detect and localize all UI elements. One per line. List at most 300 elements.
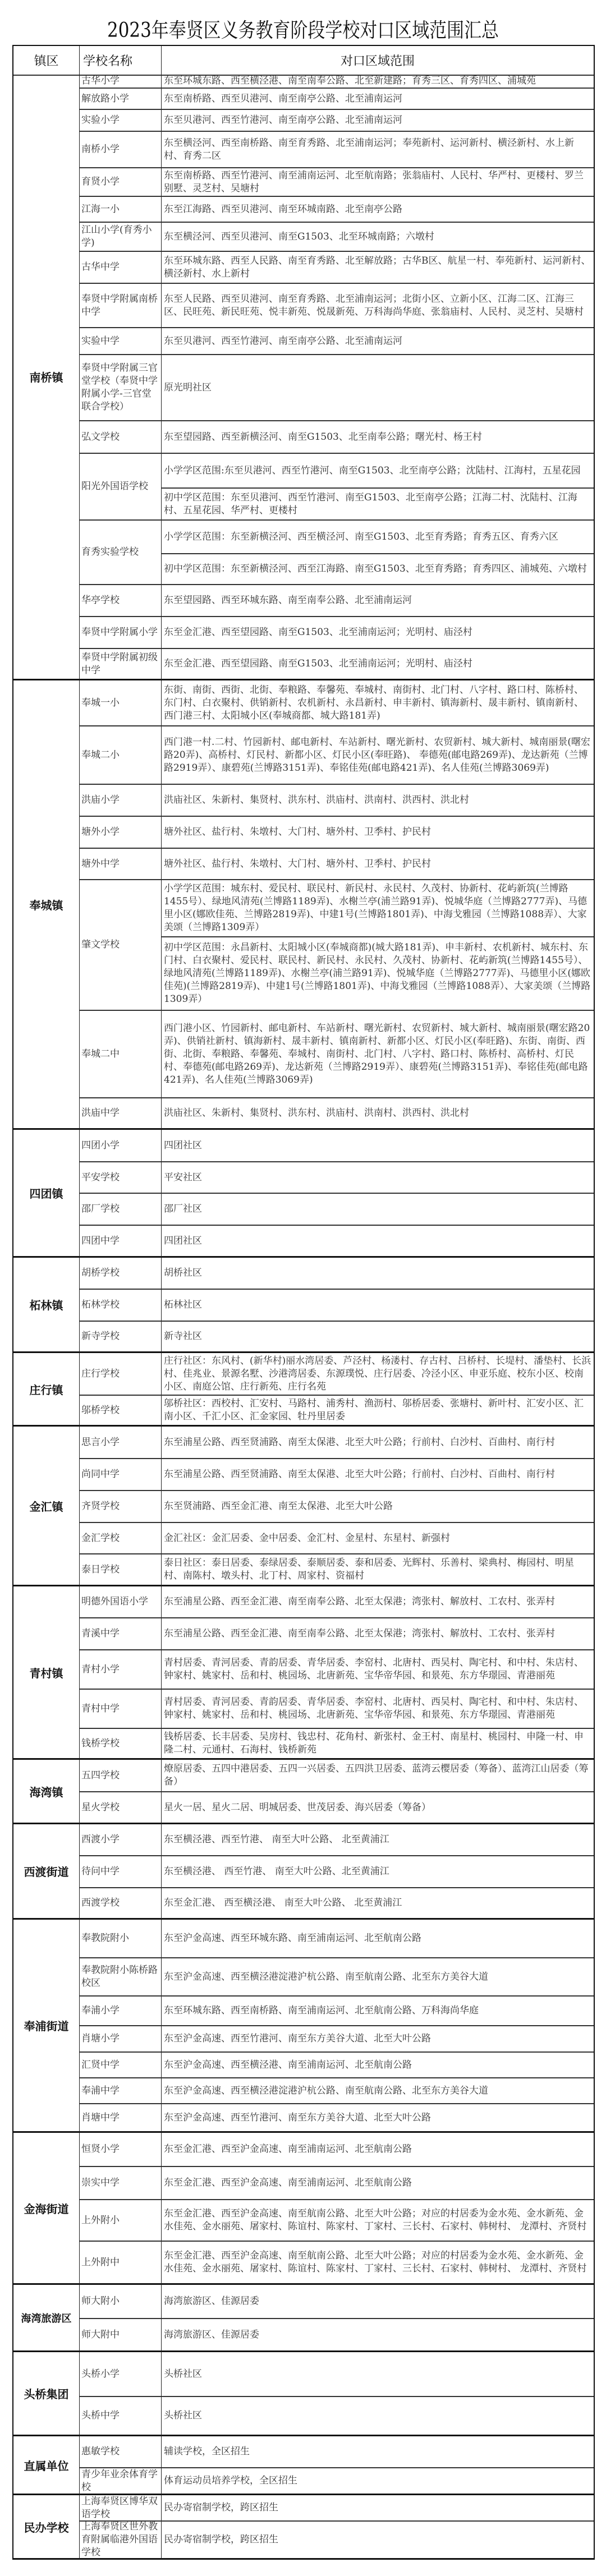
school-name-cell [80, 1396, 162, 1427]
area-cell [162, 680, 594, 726]
school-name-cell [80, 2167, 162, 2200]
school-name-cell-text: 奉教院附小陈桥路校区 [81, 1965, 158, 1989]
area-cell-text: 洪庙社区、朱新村、集贤村、洪东村、洪庙村、洪南村、洪西村、洪北村 [164, 794, 469, 806]
school-name-cell-text: 惠敏学校 [81, 2446, 120, 2457]
school-name-cell-text: 奉贤中学附属小学 [81, 627, 158, 638]
area-cell-text: 邵厂社区 [164, 1203, 202, 1215]
area-cell-text: 柘林社区 [164, 1299, 202, 1310]
school-name-cell [80, 1856, 162, 1888]
district-cell-text: 南桥镇 [29, 371, 63, 384]
school-name-cell [80, 110, 162, 132]
area-cell [162, 2026, 594, 2053]
area-cell [162, 1792, 594, 1824]
district-cell-text: 庄行镇 [29, 1383, 63, 1397]
district-cell [13, 2436, 80, 2495]
area-cell-text: 东至环城东路、西至横泾港、南至南奉公路、北至新建路；育秀三区、育秀四区、浦城苑 [164, 75, 536, 86]
school-name-cell [80, 1760, 162, 1792]
area-cell [162, 1729, 594, 1760]
school-name-cell-text: 上海奉贤区博华双语学校 [81, 2495, 158, 2520]
school-name-cell-text: 新寺学校 [81, 1331, 120, 1342]
area-cell [162, 2436, 594, 2468]
district-cell [13, 2495, 80, 2560]
school-name-cell [80, 1226, 162, 1258]
school-name-cell-text: 西渡小学 [81, 1834, 120, 1845]
area-cell [162, 132, 594, 168]
area-cell-text: 东至浦星公路、西至金汇港、南至南奉公路、北至太保港；湾张村、解放村、工农村、张弄村 [164, 1628, 555, 1639]
school-name-cell [80, 168, 162, 197]
school-name-cell [80, 726, 162, 785]
school-name-cell [80, 1523, 162, 1554]
school-name-cell [80, 2200, 162, 2242]
school-name-cell-text: 弘文学校 [81, 431, 120, 443]
area-cell-text: 东至沪金高速、西至横泾港淀港沪杭公路、南至航南公路、北至东方美谷大道 [164, 1971, 488, 1982]
school-name-cell [80, 1098, 162, 1130]
area-cell [162, 2522, 594, 2560]
area-cell-text: 小学学区范围:东至贝港河、西至竹港河、南至G1503、北至南亭公路；沈陆村、江海村，五星花园 [164, 464, 581, 476]
area-cell [162, 880, 594, 937]
school-name-cell-text: 师大附小 [81, 2296, 120, 2307]
school-name-cell-text: 奉浦小学 [81, 2005, 120, 2016]
area-cell [162, 2285, 594, 2319]
area-cell [162, 421, 594, 454]
school-name-cell [80, 2285, 162, 2319]
area-cell-text: 东至金汇港、西至沪金高速、南至浦南运河、北至航南公路 [164, 2143, 412, 2155]
area-cell [162, 2352, 594, 2397]
school-name-cell [80, 132, 162, 168]
school-name-cell-text: 五四学校 [81, 1769, 120, 1781]
area-cell [162, 1760, 594, 1792]
area-cell-text: 西门港一村.二村、竹园新村、邮电新村、车站新村、曙光新村、农贸新村、城大新村、城南丽景(曙宏路20弄)、高桥村、灯民村、新都小区、灯民小区(奉旺路)、 奉德苑(邮电路269弄)、龙达新苑（兰博路2919弄）、康碧苑(兰博路3151弄)、奉铭佳苑(邮电路421弄)、名人佳苑(兰博路3069弄) [164, 736, 591, 774]
area-cell-text: 东至贝港河、西至竹港河、南至南亭公路、北至浦南运河 [164, 114, 402, 126]
area-cell [162, 2200, 594, 2242]
area-cell-text: 初中学区范围：东至新横泾河、西至江海路、南至G1503、北至育秀路；育秀四区、浦城苑、六墩村 [164, 563, 587, 574]
area-cell [162, 785, 594, 817]
area-cell [162, 1427, 594, 1459]
school-name-cell [80, 1011, 162, 1098]
school-name-cell-text: 四团小学 [81, 1139, 120, 1151]
district-cell [13, 75, 80, 680]
school-name-cell [80, 521, 162, 585]
district-cell-text: 金海街道 [24, 2202, 69, 2216]
school-name-cell [80, 1162, 162, 1194]
school-name-cell-text: 头桥小学 [81, 2368, 120, 2380]
area-cell-text: 东至横泾河、西至南桥路、南至育秀路、北至浦南运河；奉苑新村、运河新村、横泾新村、水上新村、育秀二区 [164, 137, 574, 162]
area-cell-text: 东至沪金高速、西至横泾港、南至浦南运河、北至航南公路 [164, 2059, 412, 2071]
school-name-cell-text: 柘林学校 [81, 1299, 120, 1310]
school-name-cell-text: 江海一小 [81, 203, 120, 215]
area-cell [162, 75, 594, 89]
area-cell-text: 东至环城东路、西至南桥路、南至浦南运河、北至航南公路、万科海尚华庭 [164, 2005, 479, 2016]
area-cell [162, 1491, 594, 1523]
area-cell [162, 489, 594, 521]
school-name-cell-text: 平安学校 [81, 1171, 120, 1183]
school-name-cell-text: 奉贤中学附属三官堂学校（奉贤中学附属小学-三官堂联合学校） [81, 362, 158, 412]
school-name-cell [80, 223, 162, 252]
area-cell-text: 辅读学校，全区招生 [164, 2446, 250, 2457]
area-cell [162, 252, 594, 284]
area-cell-text: 东至横泾河、西至贝港河、南至G1503、北至环城南路；六墩村 [164, 231, 434, 242]
area-cell-text: 东至金汇港、西至沪金高速、南至浦南运河、北至航南公路 [164, 2177, 412, 2188]
area-cell [162, 554, 594, 585]
school-name-cell [80, 2468, 162, 2495]
district-cell-text: 头桥集团 [24, 2388, 69, 2401]
area-cell-text: 新寺社区 [164, 1331, 202, 1342]
area-cell [162, 1130, 594, 1162]
school-name-cell-text: 古华中学 [81, 261, 120, 273]
header-school [80, 46, 162, 76]
school-name-cell-text: 崇实中学 [81, 2177, 120, 2188]
school-name-cell [80, 2053, 162, 2078]
school-name-cell-text: 塘外中学 [81, 858, 120, 870]
district-cell [13, 1760, 80, 1824]
school-name-cell-text: 金汇学校 [81, 1532, 120, 1544]
school-name-cell-text: 思言小学 [81, 1436, 120, 1448]
area-cell-text: 青村居委、青河居委、青韵居委、青华居委、李窑村、北唐村、西吴村、陶宅村、和中村、朱店村、钟家村、姚家村、岳和村、桃园场、北唐新苑、宝华帝华园、和景苑、东方华璟园、青港丽苑 [164, 1696, 584, 1721]
area-cell-text: 东至金汇港、西至望园路、南至G1503、北至浦南运河；光明村、庙泾村 [164, 627, 472, 638]
district-cell-text: 奉城镇 [29, 898, 63, 912]
area-cell-text: 东至南桥路、西至贝港河、南至南亭公路、北至浦南运河 [164, 93, 402, 104]
area-cell-text: 东至横泾港、 西至竹港、 南至大叶公路、北至黄浦江 [164, 1866, 389, 1877]
area-cell [162, 649, 594, 680]
area-cell-text: 胡桥社区 [164, 1267, 202, 1278]
area-cell [162, 585, 594, 617]
district-cell [13, 1427, 80, 1586]
school-name-cell [80, 2495, 162, 2522]
area-cell [162, 1618, 594, 1650]
area-cell-text: 青村居委、青河居委、青韵居委、青华居委、李窑村、北唐村、西吴村、陶宅村、和中村、朱店村、钟家村、姚家村、岳和村、桃园场、北唐新苑、宝华帝华园、和景苑、东方华璟园、青港丽苑 [164, 1657, 584, 1681]
school-name-cell [80, 2352, 162, 2397]
school-name-cell-text: 实验中学 [81, 335, 120, 347]
school-name-cell [80, 2397, 162, 2436]
area-cell-text: 东至江海路、西至贝港河、南至环城南路、北至南亭公路 [164, 203, 402, 215]
school-name-cell [80, 1322, 162, 1353]
area-cell-text: 钱桥居委、长丰居委、吴房村、钱忠村、花角村、新张村、金王村、南星村、桃园村、申隆一村、申隆二村、元通村、石海村、钱桥新苑 [164, 1731, 584, 1755]
school-name-cell-text: 西渡学校 [81, 1897, 120, 1908]
school-name-cell [80, 284, 162, 328]
area-cell [162, 1258, 594, 1290]
district-cell [13, 1258, 80, 1353]
area-cell-text: 泰日社区：泰日居委、泰绿居委、泰顺居委、泰和居委、光辉村、乐善村、梁典村、梅园村、明星村、南陈村、墩头村、北丁村、周家村、资福村 [164, 1557, 574, 1581]
area-cell-text: 东街、南街、西街、北街、奉粮路、奉馨苑、奉城村、南街村、北门村、八字村、路口村、陈桥村、东门村、白衣聚村、供销新村、农机新村、永昌新村、申丰新村、镇海新村、晟丰新村、镇南新村、西门港三村、太阳城小区(奉城商都、城大路181弄) [164, 684, 584, 721]
area-cell [162, 1824, 594, 1856]
area-cell [162, 1226, 594, 1258]
school-name-cell-text: 青村中学 [81, 1703, 120, 1714]
area-cell-text: 四团社区 [164, 1139, 202, 1151]
header-area-label: 对口区域范围 [340, 54, 415, 68]
area-cell [162, 223, 594, 252]
area-cell [162, 1920, 594, 1958]
school-name-cell-text: 青村小学 [81, 1663, 120, 1675]
school-name-cell [80, 2242, 162, 2285]
area-cell-text: 东至沪金高速、西至竹港河、南至东方美谷大道、北至大叶公路 [164, 2112, 431, 2123]
area-cell [162, 937, 594, 1011]
school-name-cell-text: 齐贤学校 [81, 1501, 120, 1512]
school-name-cell-text: 洪庙中学 [81, 1107, 120, 1119]
area-cell [162, 817, 594, 849]
school-name-cell-text: 洪庙小学 [81, 794, 120, 806]
school-name-cell [80, 89, 162, 110]
school-name-cell [80, 1958, 162, 1997]
district-cell [13, 1353, 80, 1427]
area-cell [162, 726, 594, 785]
school-name-cell-text: 上外附小 [81, 2214, 120, 2226]
school-name-cell-text: 明德外国语小学 [81, 1596, 148, 1607]
school-name-cell [80, 454, 162, 521]
school-name-cell [80, 1459, 162, 1491]
area-cell-text: 海湾旅游区、佳源居委 [164, 2329, 259, 2340]
area-cell [162, 617, 594, 649]
school-name-cell-text: 胡桥学校 [81, 1267, 120, 1278]
area-cell [162, 2468, 594, 2495]
header-school-label: 学校名称 [83, 54, 133, 68]
area-cell-text: 东至浦星公路、西至金汇港、南至南奉公路、北至太保港；湾张村、解放村、工农村、张弄村 [164, 1596, 555, 1607]
school-name-cell [80, 1353, 162, 1396]
school-name-cell [80, 2026, 162, 2053]
area-cell [162, 1353, 594, 1396]
school-name-cell-text: 待问中学 [81, 1866, 120, 1877]
area-cell-text: 小学学区范围：东至新横泾河、西至横泾河、南至G1503、北至育秀路；育秀五区、育秀六区 [164, 531, 558, 542]
school-name-cell-text: 南桥小学 [81, 144, 120, 155]
district-cell-text: 四团镇 [29, 1187, 63, 1200]
area-cell-text: 东至沪金高速、西至横泾港淀港沪杭公路、南至航南公路、北至东方美谷大道 [164, 2085, 488, 2096]
school-name-cell [80, 2078, 162, 2104]
school-name-cell [80, 1650, 162, 1690]
area-cell-text: 东至贝港河、西至竹港河、南至南亭公路、北至浦南运河 [164, 335, 402, 347]
school-name-cell [80, 2133, 162, 2167]
area-cell [162, 1098, 594, 1130]
school-name-cell-text: 星火学校 [81, 1801, 120, 1813]
school-name-cell-text: 庄行学校 [81, 1368, 120, 1379]
school-name-cell [80, 1888, 162, 1920]
school-name-cell-text: 肇文学校 [81, 939, 120, 950]
area-cell [162, 2242, 594, 2285]
area-cell [162, 1290, 594, 1322]
area-cell-text: 燎原居委、五四中港居委、五四一兴居委、五四洪卫居委、蓝湾云樱居委（筹备）、蓝湾江山居委（筹备） [164, 1763, 589, 1787]
school-name-cell [80, 880, 162, 1011]
area-cell-text: 东至望园路、西至新横泾河、南至G1503、北至南奉公路；曙光村、杨王村 [164, 431, 482, 443]
school-name-cell-text: 头桥中学 [81, 2410, 120, 2421]
school-name-cell-text: 奉教院附小 [81, 1933, 129, 1944]
area-cell [162, 1690, 594, 1729]
area-cell [162, 284, 594, 328]
school-name-cell-text: 恒贤小学 [81, 2143, 120, 2155]
area-cell [162, 2495, 594, 2522]
school-name-cell-text: 奉贤中学附属南桥中学 [81, 293, 158, 318]
area-cell [162, 197, 594, 223]
school-name-cell-text: 奉城二中 [81, 1048, 120, 1060]
area-cell-text: 东至金汇港、西至沪金高速、南至航南公路、北至大叶公路；对应的村居委为金水苑、金水新苑、金水佳苑、金水丽苑、屠家村、陈谊村、陈家村、丁家村、三长村、石家村、韩树村、 龙潭村、齐贤村 [164, 2250, 587, 2274]
area-cell-text: 洪庙社区、朱新村、集贤村、洪东村、洪庙村、洪南村、洪西村、洪北村 [164, 1107, 469, 1119]
area-cell [162, 1650, 594, 1690]
school-name-cell [80, 1997, 162, 2026]
area-cell [162, 2133, 594, 2167]
area-cell-text: 体育运动员培养学校，全区招生 [164, 2475, 297, 2486]
school-zone-table [12, 45, 595, 2560]
area-cell-text: 四团社区 [164, 1235, 202, 1246]
area-cell-text: 东至金汇港、 西至横泾港、 南至大叶公路、 北至黄浦江 [164, 1897, 402, 1908]
school-name-cell [80, 328, 162, 355]
school-name-cell [80, 1920, 162, 1958]
school-name-cell-text: 奉贤中学附属初级中学 [81, 651, 158, 676]
school-name-cell [80, 849, 162, 880]
area-cell [162, 2104, 594, 2133]
district-cell-text: 西渡街道 [24, 1865, 69, 1879]
area-cell [162, 849, 594, 880]
area-cell [162, 2319, 594, 2352]
area-cell [162, 521, 594, 554]
school-name-cell [80, 1792, 162, 1824]
school-name-cell-text: 育秀实验学校 [81, 546, 139, 558]
header-area [162, 46, 594, 76]
area-cell [162, 89, 594, 110]
district-cell [13, 680, 80, 1130]
school-name-cell-text: 解放路小学 [81, 93, 129, 104]
school-name-cell [80, 1618, 162, 1650]
header-district [13, 46, 80, 76]
area-cell-text: 东至金汇港、西至望园路、南至G1503、北至浦南运河；光明村、庙泾村 [164, 658, 472, 669]
area-cell [162, 2397, 594, 2436]
area-cell [162, 1396, 594, 1427]
area-cell [162, 1194, 594, 1226]
page-title: 2023年奉贤区义务教育阶段学校对口区域范围汇总 [107, 19, 499, 42]
school-name-cell [80, 1130, 162, 1162]
area-cell-text: 东至人民路、西至贝港河、南至育秀路、北至浦南运河；北街小区、立新小区、江海二区、江海三区、民旺苑、新民旺苑、悦丰新苑、悦晟新苑、万科海尚华庭、张翁庙村、人民村、灵芝村、吴塘村 [164, 293, 584, 318]
area-cell-text: 海湾旅游区、佳源居委 [164, 2296, 259, 2307]
school-name-cell-text: 汇贤中学 [81, 2059, 120, 2071]
school-name-cell [80, 1586, 162, 1618]
area-cell-text: 东至横泾港、西至竹港、 南至大叶公路、 北至黄浦江 [164, 1834, 389, 1845]
area-cell [162, 1888, 594, 1920]
school-name-cell [80, 680, 162, 726]
school-name-cell-text: 钱桥学校 [81, 1737, 120, 1749]
school-name-cell [80, 649, 162, 680]
area-cell-text: 邬桥社区：西校村、汇安村、马路村、浦秀村、渔沥村、邬桥居委、张塘村、新叶村、汇安小区、汇南小区、千汇小区、汇金家园、牡丹里居委 [164, 1398, 584, 1422]
district-cell-text: 奉浦街道 [24, 2020, 69, 2033]
area-cell-text: 小学学区范围：城东村、爱民村、联民村、新民村、永民村、久茂村、协新村、花屿新筑(兰博路1455号）、绿地风清苑(兰博路1189弄)、水榭兰亭(浦兰路91弄)、悦城华庭（兰博路2777弄)、马德里小区(娜欧佳苑、兰博路2819弄)、中建1号(兰博路1801弄)、中海戈雅园（兰博路1088弄）、大家美颂（兰博路1309弄） [164, 883, 587, 933]
area-cell [162, 328, 594, 355]
school-name-cell [80, 617, 162, 649]
area-cell-text: 东至浦星公路、西至贤浦路、南至太保港、北至大叶公路；行前村、白沙村、百曲村、南行村 [164, 1469, 555, 1480]
school-name-cell-text: 尚同中学 [81, 1469, 120, 1480]
school-name-cell-text: 肖塘中学 [81, 2112, 120, 2123]
school-name-cell-text: 阳光外国语学校 [81, 481, 148, 492]
area-cell-text: 民办寄宿制学校，跨区招生 [164, 2502, 278, 2513]
area-cell-text: 星火一居、星火二居、明城居委、世茂居委、海兴居委（筹备） [164, 1801, 431, 1813]
area-cell-text: 头桥社区 [164, 2368, 202, 2380]
school-name-cell [80, 1258, 162, 1290]
school-name-cell-text: 江山小学(育秀小学) [81, 224, 152, 249]
school-name-cell [80, 817, 162, 849]
area-cell-text: 金汇社区：金汇居委、金中居委、金汇村、金星村、东星村、新强村 [164, 1532, 450, 1544]
area-cell-text: 东至贤浦路、西至金汇港、南至太保港、北至大叶公路 [164, 1501, 393, 1512]
school-name-cell-text: 上外附中 [81, 2256, 120, 2268]
area-cell-text: 初中学区范围：永昌新村、太阳城小区(奉城商都)(城大路181弄)、申丰新村、农机新村、城东村、东门村、白衣聚村、爱民村、联民村、新民村、永民村、久茂村、协新村、花屿新筑(兰博路1455号）、绿地风清苑(兰博路1189弄)、水榭兰亭(浦兰路91弄)、悦城华庭（兰博路2777弄)、马德里小区(娜欧佳苑)(兰博路2819弄)、中建1号(兰博路1801弄)、中海戈雅园（兰博路1088弄）、大家美颂（兰博路1309弄） [164, 942, 591, 1005]
school-name-cell [80, 1729, 162, 1760]
area-cell [162, 1997, 594, 2026]
area-cell [162, 1523, 594, 1554]
area-cell-text: 初中学区范围：东至贝港河、西至竹港河、南至G1503、北至南亭公路；江海二村、沈陆村、江海村、五星花园、华严村、更楼村 [164, 491, 577, 516]
header-district-label: 镇区 [34, 54, 59, 68]
school-name-cell [80, 1427, 162, 1459]
district-cell-text: 直属单位 [24, 2459, 69, 2473]
school-name-cell-text: 青少年业余体育学校 [81, 2468, 158, 2493]
school-name-cell-text: 泰日学校 [81, 1563, 120, 1575]
area-cell [162, 168, 594, 197]
area-cell-text: 塘外社区、盐行村、朱墩村、大门村、塘外村、卫季村、护民村 [164, 826, 431, 838]
area-cell [162, 110, 594, 132]
district-cell [13, 1586, 80, 1760]
school-name-cell [80, 355, 162, 421]
area-cell [162, 1586, 594, 1618]
school-name-cell [80, 421, 162, 454]
school-name-cell [80, 585, 162, 617]
school-name-cell [80, 252, 162, 284]
district-cell-text: 青村镇 [29, 1666, 63, 1680]
school-name-cell [80, 2104, 162, 2133]
area-cell-text: 庄行社区：东风村、(新华村)丽水湾居委、芦泾村、杨溇村、存古村、吕桥村、长堤村、潘垫村、长浜村、佳兆业、景源名墅、沙港湾居委、东源璞悦、庄行居委、冷泾小区、申亚乐庭、校东小区、校南小区、南庭公馆、庄行新苑、庄行名苑 [164, 1355, 591, 1392]
school-name-cell-text: 奉城二小 [81, 749, 120, 761]
school-name-cell [80, 1554, 162, 1586]
school-name-cell-text: 奉城一小 [81, 697, 120, 709]
area-cell [162, 2078, 594, 2104]
school-name-cell [80, 2436, 162, 2468]
school-name-cell [80, 785, 162, 817]
area-cell-text: 西门港小区、竹园新村、邮电新村、车站新村、曙光新村、农贸新村、城大新村、城南丽景(曙宏路20弄)、供销社新村、镇海新村、晟丰新村、镇南新村、新都小区、灯民小区(奉旺路)、东街、南街、西街、北街、奉粮路、奉馨苑、奉城村、南街村、北门村、八字村、路口村、陈桥村、高桥村、灯民村、奉德苑(邮电路269弄)、龙达新苑（兰博路2919弄）、康碧苑(兰博路3151弄)、奉铭佳苑(邮电路421弄)、名人佳苑(兰博路3069弄) [164, 1022, 590, 1085]
area-cell [162, 355, 594, 421]
area-cell-text: 东至南桥路、西至竹港河、南至浦南运河、北至航南路；张翁庙村、人民村、华严村、更楼村、罗兰别墅、灵芝村、吴塘村 [164, 169, 584, 194]
district-cell [13, 2352, 80, 2436]
school-name-cell [80, 1290, 162, 1322]
district-cell [13, 2133, 80, 2285]
area-cell-text: 原光明社区 [164, 381, 212, 393]
district-cell [13, 1824, 80, 1920]
district-cell-text: 金汇镇 [29, 1499, 63, 1514]
district-cell [13, 2285, 80, 2352]
area-cell [162, 1554, 594, 1586]
area-cell [162, 1958, 594, 1997]
area-cell [162, 1011, 594, 1098]
school-name-cell-text: 实验小学 [81, 114, 120, 126]
school-name-cell-text: 上海奉贤区世外教育附属临港外国语学校 [81, 2522, 158, 2558]
school-name-cell-text: 古华小学 [81, 75, 120, 86]
school-name-cell [80, 197, 162, 223]
school-name-cell [80, 1824, 162, 1856]
area-cell-text: 东至浦星公路、西至贤浦路、南至太保港、北至大叶公路；行前村、白沙村、百曲村、南行村 [164, 1436, 555, 1448]
school-name-cell-text: 师大附中 [81, 2329, 120, 2340]
school-name-cell [80, 1491, 162, 1523]
school-name-cell-text: 奉浦中学 [81, 2085, 120, 2096]
school-name-cell [80, 2319, 162, 2352]
district-cell-text: 民办学校 [24, 2520, 69, 2534]
area-cell-text: 头桥社区 [164, 2410, 202, 2421]
school-name-cell-text: 邵厂学校 [81, 1203, 120, 1215]
district-cell [13, 1130, 80, 1258]
school-name-cell-text: 华亭学校 [81, 595, 120, 606]
area-cell [162, 2053, 594, 2078]
school-name-cell-text: 塘外小学 [81, 826, 120, 838]
school-name-cell-text: 育贤小学 [81, 176, 120, 187]
area-cell-text: 东至望园路、西至环城东路、南至南奉公路、北至浦南运河 [164, 595, 412, 606]
district-cell-text: 柘林镇 [29, 1299, 63, 1312]
district-cell-text: 海湾旅游区 [21, 2312, 72, 2325]
school-name-cell [80, 2522, 162, 2560]
school-name-cell [80, 75, 162, 89]
area-cell [162, 2167, 594, 2200]
school-name-cell-text: 邬桥学校 [81, 1404, 120, 1416]
school-name-cell-text: 肖塘小学 [81, 2033, 120, 2044]
area-cell [162, 1322, 594, 1353]
area-cell-text: 民办寄宿制学校，跨区招生 [164, 2534, 278, 2545]
